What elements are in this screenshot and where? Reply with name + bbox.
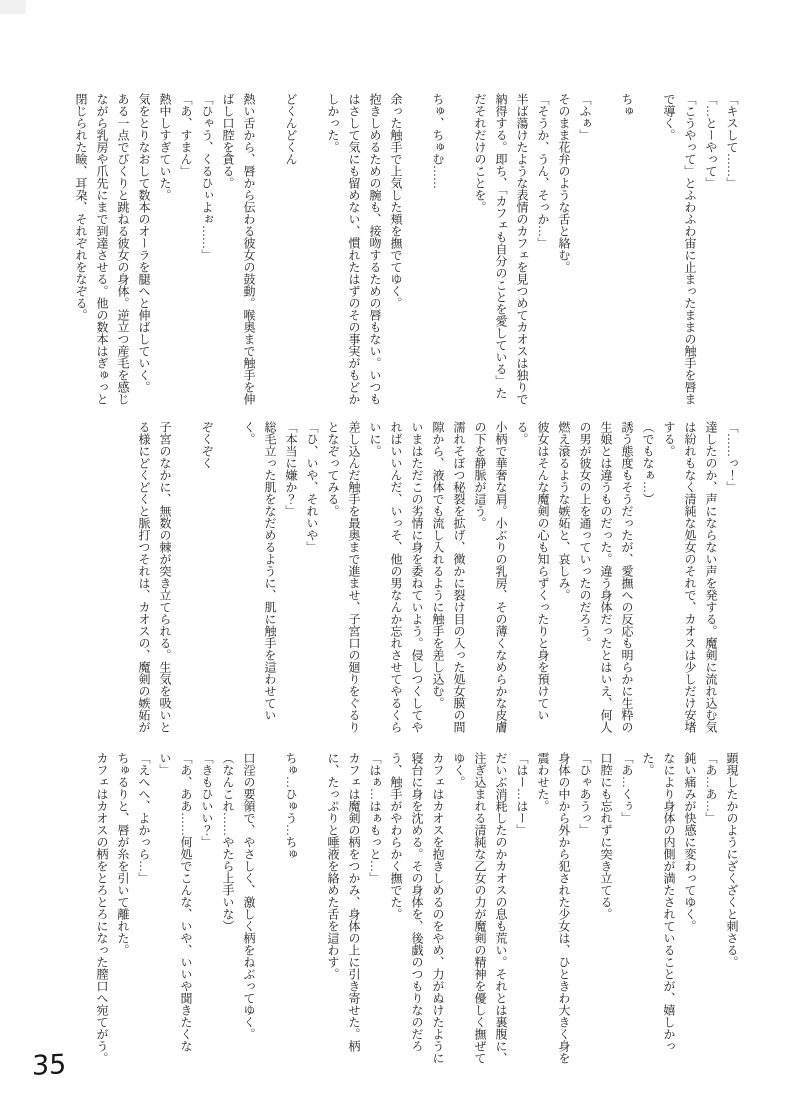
text-band-bottom (60, 752, 742, 1065)
paragraph: どくんどくん (284, 93, 298, 165)
paragraph: 誘う態度もそうだったが、愛撫への反応も明らかに生粋の生娘とは違うものだった。違う身体だったとはいえ、何人の男が彼女の上を通っていったのだろう。 (578, 421, 634, 733)
paragraph: 「あ…あ…」 (704, 752, 718, 824)
paragraph: 「あ、すまん」 (179, 93, 193, 177)
blank-line (595, 93, 616, 406)
paragraph: 抱きしめるための腕も、接吻するための唇もない。いつもはさして気にも留めない、慣れたはずのその事実がもどかしかった。 (326, 93, 382, 405)
paragraph: 「あ…くぅ」 (620, 752, 634, 824)
paragraph: 「……っ！」 (725, 421, 739, 493)
paragraph: 熱中しすぎていた。 (158, 93, 172, 201)
text-band-top (60, 93, 742, 406)
paragraph: カフェはカオスの柄をとろとろになった膣口へ宛てがう。 (95, 752, 109, 1064)
paragraph: カフェは魔剣の柄をつかみ、身体の上に引き寄せた。柄に、たっぷりと唾液を絡めた舌を這わす。 (326, 752, 361, 1052)
blank-line (175, 421, 196, 734)
paragraph: 口腔にも忘れずに突き立てる。 (599, 752, 613, 920)
paragraph: 半ば蕩けたような表情のカフェを見つめてカオスは独りで納得する。即ち、「カフェも自分のことを愛している」ただそれだけのことを。 (473, 93, 529, 405)
paragraph: 小柄で華奢な肩。小ぶりの乳房、その薄くなめらかな皮膚の下を静脈が這う。 (473, 421, 508, 733)
paragraph: ある一点でびくりと跳ねる彼女の身体。逆立つ産毛を感じながら乳房や爪先にまで到達させる。他の数本はぎゅっと閉じられた瞼、耳朶、それぞれをなぞる。 (74, 93, 130, 405)
paragraph: 鈍い痛みが快感に変わってゆく。 (683, 752, 697, 932)
paragraph: ちゅ、ちゅむ…… (431, 93, 445, 189)
paragraph: カフェはカオスを抱きしめるのをやめ、力がぬけたように寝台に身を沈める。その身体を、後戯のつもりなのだろう、触手がやわらかく撫でた。 (389, 752, 445, 1064)
paragraph: なにより身体の内側が満たされていることが、嬉しかった。 (641, 752, 676, 1052)
paragraph: 「…とーやって」 (704, 93, 718, 189)
paragraph: ちゅ…ひゅう…ちゅ (284, 752, 298, 860)
paragraph: ちゅ (620, 93, 634, 117)
blank-line (259, 752, 280, 1065)
blank-line (637, 93, 658, 406)
blank-line (448, 93, 469, 406)
blank-line (301, 93, 322, 406)
paragraph: 「ひ、いや、それいや」 (305, 421, 319, 553)
paragraph: 「あ、ああ……何処でこんな、いや、いいや聞きたくない」 (158, 752, 193, 1052)
paragraph: 余った触手で上気した頬を撫でてゆく。 (389, 93, 403, 309)
paragraph: ぞくぞく (200, 421, 214, 469)
paragraph: 達したのか、声にならない声を発する。魔剣に流れ込む気は紛れもなく清純な処女のそれで、カオスは少しだけ安堵する。 (662, 421, 718, 733)
blank-line (217, 421, 238, 734)
scan-artifact-corner (0, 0, 26, 14)
blank-line (406, 93, 427, 406)
paragraph: 「ふぁ」 (578, 93, 592, 141)
paragraph: 「ひゃあうっ」 (578, 752, 592, 836)
paragraph: 差し込んだ触手を最奥まで進ませ、子宮口の廻りをぐるりとなぞってみる。 (326, 421, 361, 733)
paragraph: 「はぁ…はぁもっと…」 (368, 752, 382, 884)
text-band-middle (60, 421, 742, 734)
paragraph: そのまま花弁のような舌と絡む。 (557, 93, 571, 273)
paragraph: （でもなぁ…） (641, 421, 655, 505)
paragraph: 燃え滾るような嫉妬と、哀しみ。 (557, 421, 571, 601)
paragraph: 「キスして……」 (725, 93, 739, 189)
paragraph: だいぶ消耗したのかカオスの息も荒い。それとは裏腹に、注ぎ込まれる清純な乙女の力が魔剣の精神を優しく撫ぜてゆく。 (452, 752, 508, 1064)
paragraph: 「きもひいい？」 (200, 752, 214, 848)
paragraph: 気をとりなおして数本のオーラを腿へと伸ばしていく。 (137, 93, 151, 393)
paragraph: 総毛立った肌をなだめるように、肌に触手を這わせていく。 (242, 421, 277, 721)
paragraph: 濡れそぼつ秘裂を拡げ、微かに裂け目の入った処女膜の間隙から、液体でも流し入れるように触手を差し込む。 (431, 421, 466, 733)
paragraph: 熱い舌から、唇から伝わる彼女の鼓動。喉奥まで触手を伸ばし口腔を貪る。 (221, 93, 256, 405)
page-number: 35 (31, 1049, 67, 1082)
paragraph: ちゅるりと、唇が糸を引いて離れた。 (116, 752, 130, 956)
paragraph: （なんこれ……やたら上手いな） (221, 752, 235, 932)
blank-line (301, 752, 322, 1065)
paragraph: 「本当に嫌か？」 (284, 421, 298, 517)
paragraph: 顕現したかのようにざくざくと刺さる。 (725, 752, 739, 968)
paragraph: 「そうか、うん、そっか…」 (536, 93, 550, 249)
paragraph: いまはただこの劣情に身を委ねていよう。侵しつくしてやればいいんだ、いっそ、他の男なんか忘れさせてやるくらいに。 (368, 421, 424, 733)
paragraph: 彼女はそんな魔剣の心も知らずくったりと身を預けている。 (515, 421, 550, 721)
blank-line (259, 93, 280, 406)
paragraph: 「ひゃう、くるひぃよぉ……」 (200, 93, 214, 261)
paragraph: 身体の中から外から犯された少女は、ひときわ大きく身を震わせた。 (536, 752, 571, 1064)
paragraph: 「こうやって」とふわふわ宙に止まったままの触手を唇まで導く。 (662, 93, 697, 405)
paragraph: 「はー…はー」 (515, 752, 529, 836)
paragraph: 子宮のなかに、無数の棘が突き立てられる。生気を吸いとる様にどくどくと脈打つそれは、カオスの、魔剣の嫉妬が (137, 421, 172, 733)
paragraph: 口淫の要領で、やさしく、激しく柄をねぶってゆく。 (242, 752, 256, 1040)
paragraph: 「えへへ、よかっら…」 (137, 752, 151, 884)
